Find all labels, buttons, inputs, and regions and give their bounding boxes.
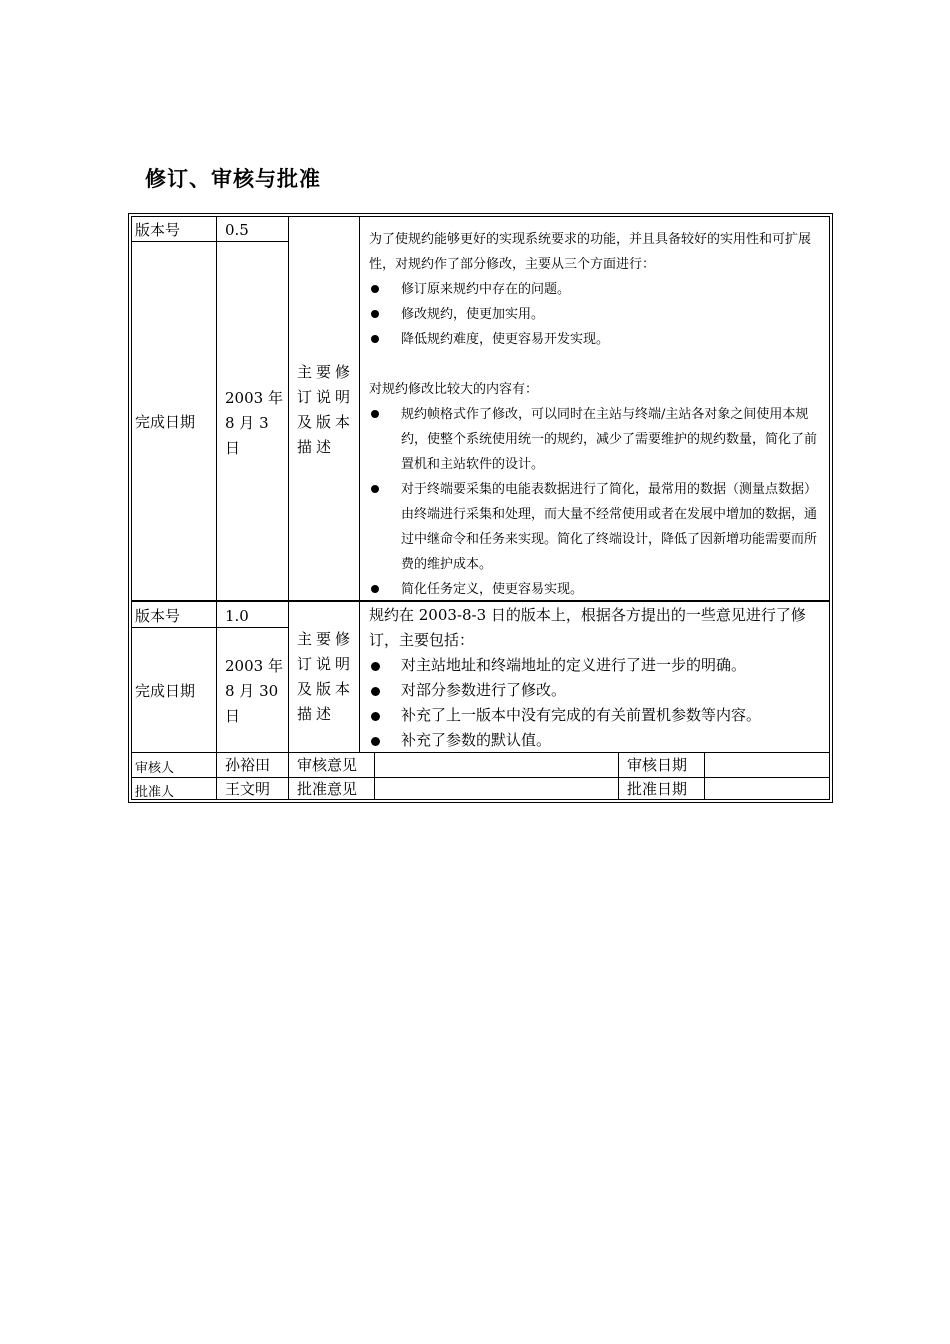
list-item: 对主站地址和终端地址的定义进行了进一步的明确。 xyxy=(369,653,829,678)
date-line: 日 xyxy=(225,439,241,457)
desc-label-line: 订说明 xyxy=(297,388,355,406)
desc-intro: 规约在 2003-8-3 日的版本上，根据各方提出的一些意见进行了修订，主要包括： xyxy=(369,606,806,649)
desc-label-1 xyxy=(297,627,355,727)
review-col-3 xyxy=(374,752,375,800)
revision-table xyxy=(128,213,833,803)
date-line: 日 xyxy=(225,707,241,725)
list-item: 补充了上一版本中没有完成的有关前置机参数等内容。 xyxy=(369,703,829,728)
list-item: 对部分参数进行了修改。 xyxy=(369,678,829,703)
date-line: 8 月 3 xyxy=(225,414,269,432)
date-value-1 xyxy=(225,654,283,729)
date-value-0 xyxy=(225,386,283,461)
row-divider-version-1 xyxy=(131,241,288,242)
reviewer-name: 孙裕田 xyxy=(225,756,271,774)
version-label-0: 版本号 xyxy=(135,221,181,239)
review-col-5 xyxy=(704,752,705,800)
list-item: 修改规约，使更加实用。 xyxy=(369,302,825,327)
desc-label-line: 主要修 xyxy=(297,363,355,381)
date-line: 8 月 30 xyxy=(225,682,279,700)
table-inner-top-border xyxy=(131,216,830,217)
desc-label-line: 订说明 xyxy=(297,655,355,673)
col-divider-2 xyxy=(288,216,289,752)
desc-label-line: 及版本 xyxy=(297,413,355,431)
list-item: 降低规约难度，使更容易开发实现。 xyxy=(369,327,825,352)
approver-label: 批准人 xyxy=(135,785,175,800)
list-item: 规约帧格式作了修改，可以同时在主站与终端/主站各对象之间使用本规约，使整个系统使用统一的规约，减少了需要维护的规约数量，简化了前置机和主站软件的设计。 xyxy=(369,402,825,477)
desc-intro: 为了使规约能够更好的实现系统要求的功能，并且具备较好的实用性和可扩展性，对规约作了部分修改，主要从三个方面进行： xyxy=(369,232,812,272)
approver-name: 王文明 xyxy=(225,780,271,798)
reviewer-label: 审核人 xyxy=(135,761,175,776)
desc-content-0 xyxy=(369,227,825,602)
date-line: 2003 年 xyxy=(225,389,283,407)
page-title: 修订、审核与批准 xyxy=(145,167,321,191)
desc-list-1 xyxy=(369,653,829,753)
desc-label-0 xyxy=(297,360,355,460)
list-item: 修订原来规约中存在的问题。 xyxy=(369,277,825,302)
desc-label-line: 描述 xyxy=(297,438,336,456)
review-opinion-label: 审核意见 xyxy=(297,756,358,774)
table-inner-left-border xyxy=(131,216,132,800)
version-value-0: 0.5 xyxy=(225,221,249,239)
desc-label-line: 描述 xyxy=(297,705,336,723)
version-value-1: 1.0 xyxy=(225,607,249,625)
date-line: 2003 年 xyxy=(225,657,283,675)
desc-intro-2: 对规约修改比较大的内容有： xyxy=(369,382,539,397)
desc-label-line: 主要修 xyxy=(297,630,355,648)
review-date-label: 审核日期 xyxy=(627,756,688,774)
desc-list-1 xyxy=(369,277,825,352)
desc-list-2 xyxy=(369,402,825,602)
approval-date-label: 批准日期 xyxy=(627,780,688,798)
desc-content-1 xyxy=(369,603,829,753)
list-item: 补充了参数的默认值。 xyxy=(369,728,829,753)
date-label-1: 完成日期 xyxy=(135,682,196,700)
col-divider-3 xyxy=(359,216,360,752)
review-col-2 xyxy=(288,752,289,800)
col-divider-1 xyxy=(216,216,217,752)
review-col-4 xyxy=(618,752,619,800)
date-label-0: 完成日期 xyxy=(135,413,196,431)
desc-label-line: 及版本 xyxy=(297,680,355,698)
table-inner-right-border xyxy=(829,216,830,800)
version-label-1: 版本号 xyxy=(135,607,181,625)
approval-opinion-label: 批准意见 xyxy=(297,780,358,798)
row-divider-version-2 xyxy=(131,627,288,628)
review-col-1 xyxy=(216,752,217,800)
list-item: 简化任务定义，使更容易实现。 xyxy=(369,577,825,602)
list-item: 对于终端要采集的电能表数据进行了简化，最常用的数据（测量点数据）由终端进行采集和处理，而大量不经常使用或者在发展中增加的数据，通过中继命令和任务来实现。简化了终端设计，降低了因新增功能需要而所费的维护成本。 xyxy=(369,477,825,577)
